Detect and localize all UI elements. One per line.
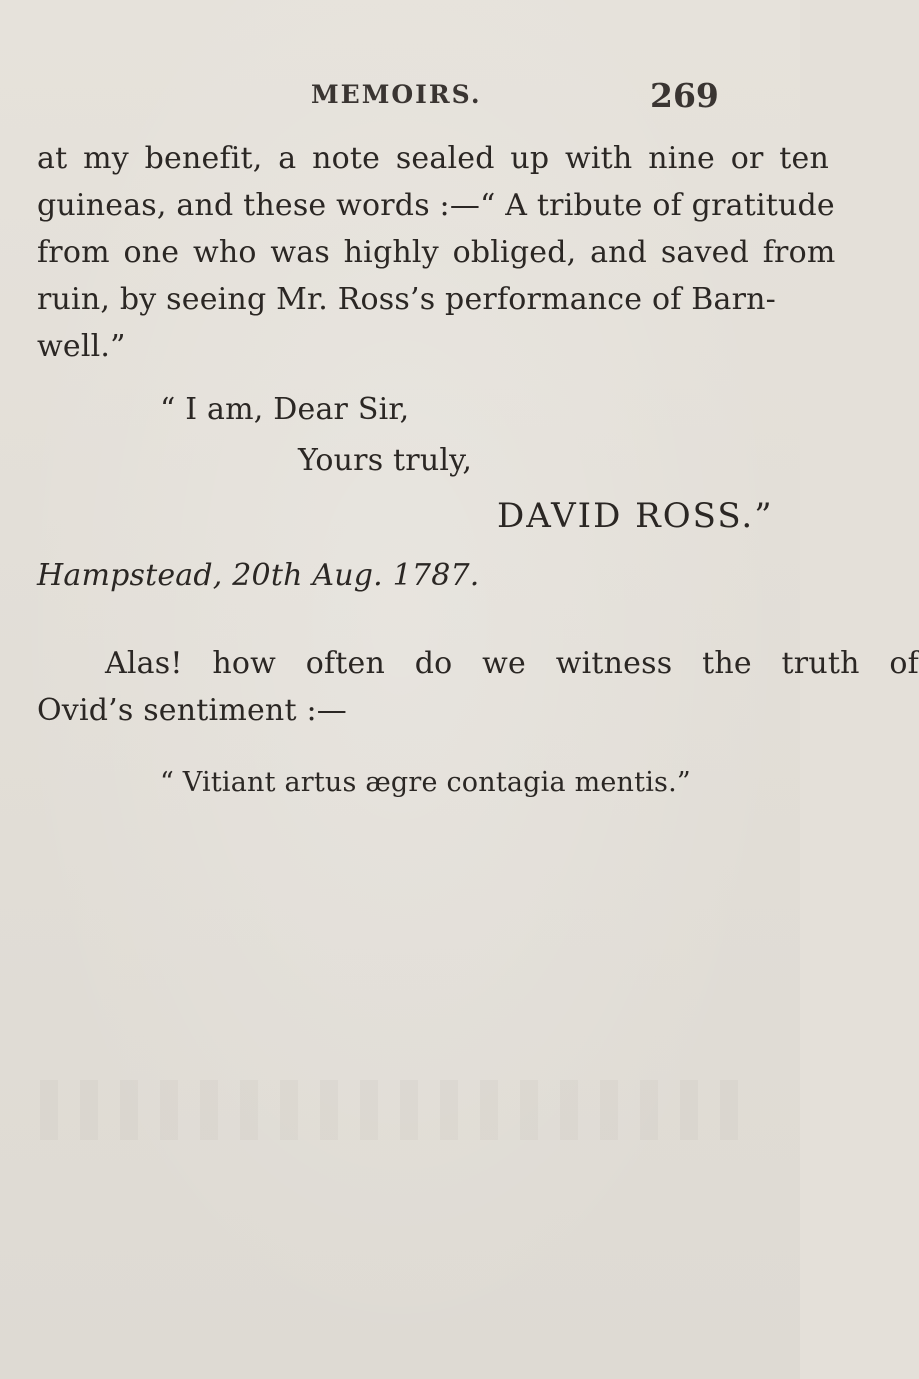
- paragraph-line: well.”: [37, 329, 126, 364]
- paragraph-line: guineas, and these words :—“ A tribute of gratitude: [37, 188, 835, 223]
- page-number: 269: [650, 76, 719, 115]
- letter-dateline: Hampstead, 20th Aug. 1787.: [37, 558, 480, 593]
- letter-closing: “ I am, Dear Sir,: [160, 392, 410, 427]
- paragraph-line: Ovid’s sentiment :—: [37, 693, 347, 728]
- paragraph-line: ruin, by seeing Mr. Ross’s performance of Barn-: [37, 282, 777, 317]
- show-through-texture: [40, 1080, 740, 1140]
- running-head: MEMOIRS.: [311, 80, 482, 109]
- paragraph-line: at my benefit, a note sealed up with nine or ten: [37, 141, 829, 176]
- letter-valediction: Yours truly,: [298, 443, 473, 478]
- paragraph-line: Alas! how often do we witness the truth of: [105, 646, 919, 681]
- latin-quotation: “ Vitiant artus ægre contagia mentis.”: [160, 767, 691, 798]
- letter-signature: DAVID ROSS.”: [497, 496, 774, 536]
- paragraph-line: from one who was highly obliged, and saved from: [37, 235, 836, 270]
